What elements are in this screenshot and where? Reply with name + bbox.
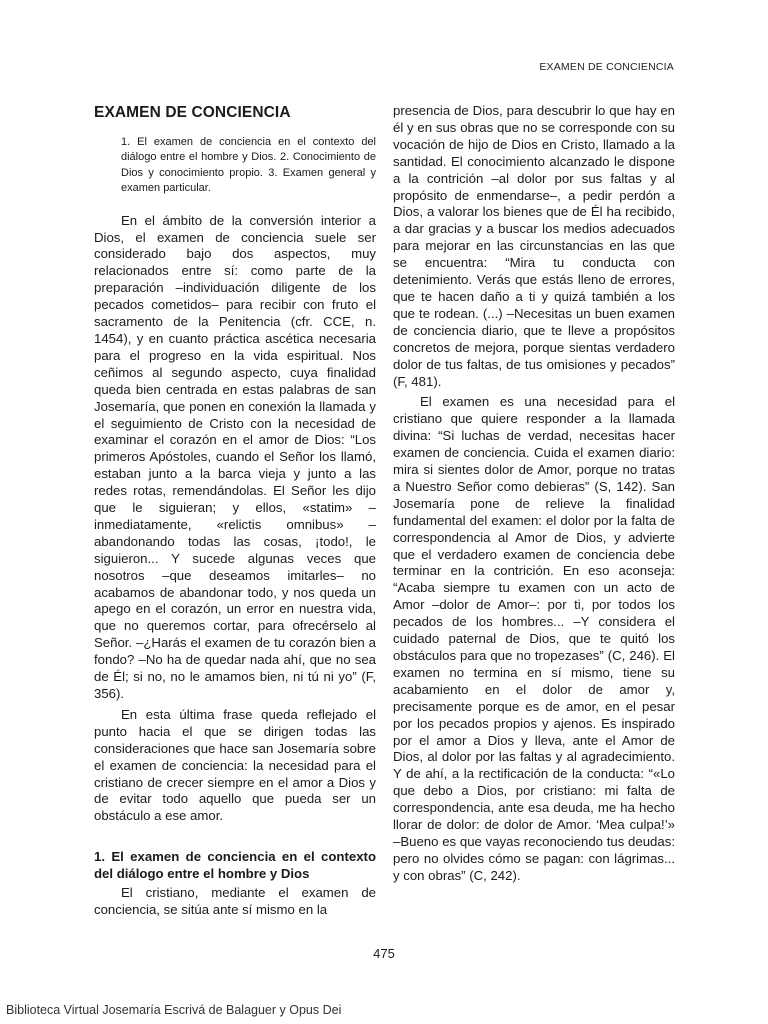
page-number: 475 xyxy=(373,946,395,961)
body-paragraph: El cristiano, mediante el examen de conciencia, se sitúa ante sí mismo en la xyxy=(94,885,376,917)
body-paragraph: El examen es una necesidad para el cristiano que quiere responder a la llamada divina: “Si luchas de verdad, necesitas hacer examen de conciencia. Cuida el examen diario: mira si sientes dolor de Amor, porque no tratas a Nuestro Señor como debieras” (S, 142). San Josemaría pone de relieve la finalidad fundamental del examen: el dolor por la falta de correspondencia al Amor de Dios, y advierte que el verdadero examen de conciencia debe terminar en la contrición. En eso aconseja: “Acaba siempre tu examen con un acto de Amor –dolor de Amor–: por ti, por todos los pecados de los hombres... –Y considera el cuidado paternal de Dios, que te quitó los obstáculos para que no tropezases” (C, 246). El examen no termina en sí mismo, tiene su acabamiento en el dolor de amor y, precisamente porque es de amor, en el pesar por los pecados propios y ajenos. Es inspirado por el amor a Dios y lleva, ante el Amor de Dios, al dolor por las faltas y al agradecimiento. Y de ahí, a la rectificación de la conducta: “«Lo que debo a Dios, por cristiano: mi falta de correspondencia, ante esa deuda, me ha hecho llorar de dolor: de dolor de Amor. ‘Mea culpa!’» –Bueno es que vayas reconociendo tus deudas: pero no olvides cómo se pagan: con lágrimas... y con obras” (C, 242). xyxy=(393,394,675,883)
left-column xyxy=(94,103,376,923)
body-paragraph: presencia de Dios, para descubrir lo que hay en él y en sus obras que no se corresponde con su vocación de hijo de Dios en Cristo, llamado a la santidad. El conocimiento alcanzado le dispone a la contrición –al dolor por sus faltas y al propósito de enmendarse–, a pedir perdón a Dios, a valorar los bienes que de Él ha recibido, a dar gracias y a buscar los medios adecuados para mejorar en las circunstancias en las que se encuentra: “Mira tu conducta con detenimiento. Verás que estás lleno de errores, que te hacen daño a ti y quizá también a los que te rodean. (...) –Necesitas un buen examen de conciencia diario, que te lleve a propósitos concretos de mejora, porque sientas verdadero dolor de tus faltas, de tus omisiones y pecados” (F, 481). xyxy=(393,103,675,389)
section-heading: 1. El examen de conciencia en el contexto del diálogo entre el hombre y Dios xyxy=(94,849,376,882)
article-title: EXAMEN DE CONCIENCIA xyxy=(94,104,291,121)
body-paragraph: En esta última frase queda reflejado el punto hacia el que se dirigen todas las consideraciones que hace san Josemaría sobre el examen de conciencia: la necesidad para el cristiano de crecer siempre en el amor a Dios y de evitar todo aquello que pueda ser un obstáculo a ese amor. xyxy=(94,706,376,824)
right-column xyxy=(393,103,675,889)
article-summary: 1. El examen de conciencia en el contexto del diálogo entre el hombre y Dios. 2. Conocimiento de Dios y conocimiento propio. 3. Examen general y examen particular. xyxy=(121,136,376,195)
body-paragraph: En el ámbito de la conversión interior a Dios, el examen de conciencia suele ser considerado bajo dos aspectos, muy relacionados entre sí: como parte de la preparación –individuación diligente de los pecados cometidos– para recibir con fruto el sacramento de la Penitencia (cfr. CCE, n. 1454), y en cuanto práctica ascética necesaria para el progreso en la vida espiritual. Nos ceñimos al segundo aspecto, cuya finalidad queda bien centrada en estas palabras de san Josemaría, que ponen en conexión la llamada y el seguimiento de Cristo con la necesidad de examinar el corazón en el amor de Dios: “Los primeros Apóstoles, cuando el Señor los llamó, estaban junto a la barca vieja y junto a las redes rotas, remendándolas. El Señor les dijo que le siguieran; y ellos, «statim» –inmediatamente, «relictis omnibus» –abandonando todas las cosas, ¡todo!, le siguieron... Y sucede algunas veces que nosotros –que deseamos imitarles– no acabamos de abandonar todo, y nos queda un apego en el corazón, un error en nuestra vida, que no queremos cortar, para ofrecérselo al Señor. –¿Harás el examen de tu corazón bien a fondo? –No ha de quedar nada ahí, que no sea de Él; si no, no le amamos bien, ni tú ni yo” (F, 356). xyxy=(94,212,376,701)
running-header: EXAMEN DE CONCIENCIA xyxy=(539,61,674,73)
footer-credit: Biblioteca Virtual Josemaría Escrivá de Balaguer y Opus Dei xyxy=(6,1003,342,1017)
